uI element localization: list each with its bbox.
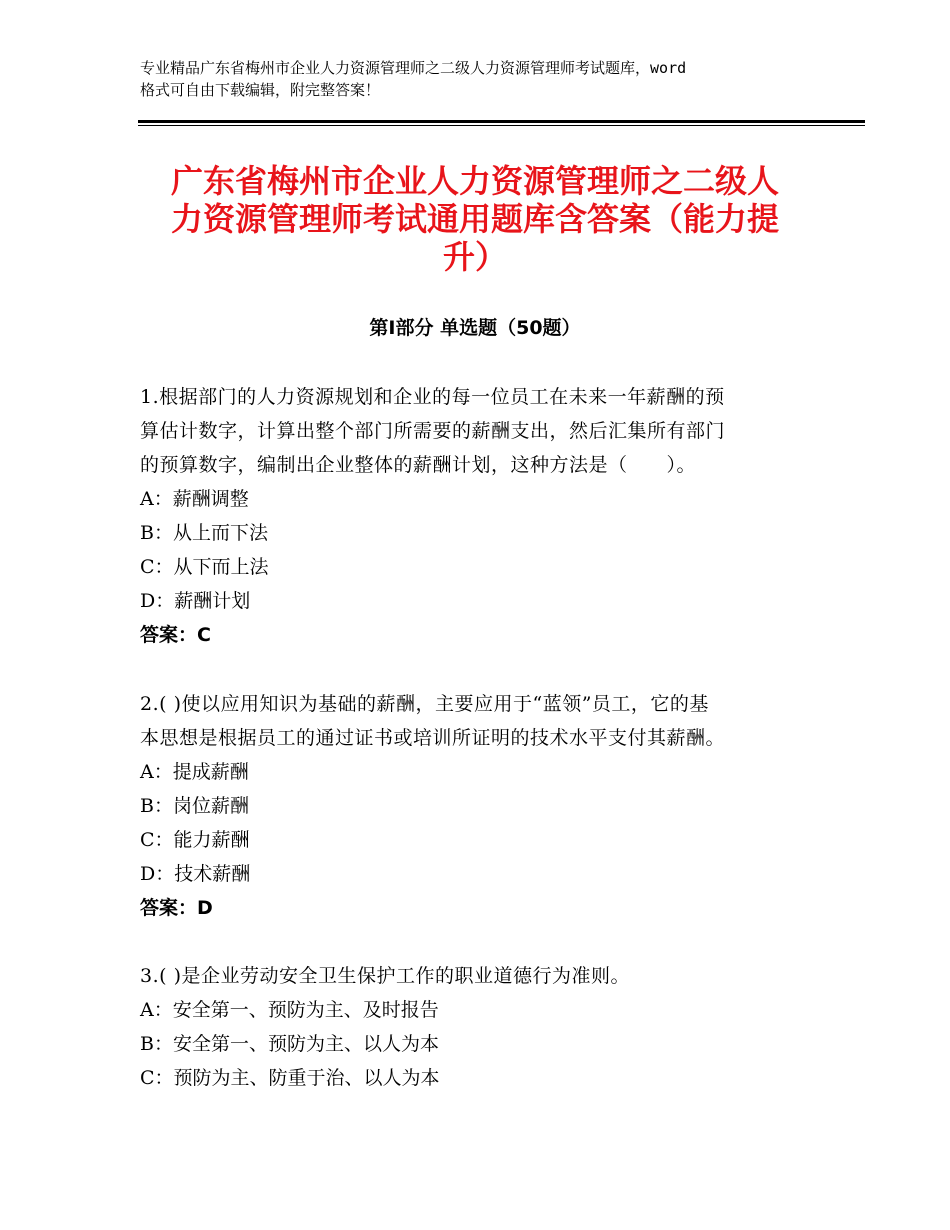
question-stem-line: 2.( )使以应用知识为基础的薪酬，主要应用于“蓝领”员工，它的基 [140,693,709,715]
question-1 [140,380,810,652]
question-stem-line: 算估计数字，计算出整个部门所需要的薪酬支出，然后汇集所有部门 [140,420,726,442]
header-rule-thin [138,125,865,126]
header-line-1: 专业精品广东省梅州市企业人力资源管理师之二级人力资源管理师考试题库，word [140,59,687,77]
question-stem-line: 本思想是根据员工的通过证书或培训所证明的技术水平支付其薪酬。 [140,727,726,749]
answer: 答案：D [140,897,213,919]
option-b: B：安全第一、预防为主、以人为本 [140,1033,439,1055]
option-b: B：从上而下法 [140,522,268,544]
title-line-2: 力资源管理师考试通用题库含答案（能力提 [170,200,779,238]
section-title: 第Ⅰ部分 单选题（50题） [369,317,581,339]
option-c: C：从下而上法 [140,556,269,578]
option-d: D：技术薪酬 [140,863,251,885]
document-header [140,57,820,101]
header-rule-thick [138,120,865,123]
option-c: C：能力薪酬 [140,829,250,851]
document-title [140,162,810,276]
question-stem-line: 的预算数字，编制出企业整体的薪酬计划，这种方法是（ ）。 [140,454,697,476]
question-stem-line: 1.根据部门的人力资源规划和企业的每一位员工在未来一年薪酬的预 [140,386,725,408]
option-a: A：安全第一、预防为主、及时报告 [140,999,439,1021]
option-d: D：薪酬计划 [140,590,251,612]
option-a: A：提成薪酬 [140,761,249,783]
header-line-2: 格式可自由下载编辑，附完整答案！ [140,81,381,99]
option-b: B：岗位薪酬 [140,795,249,817]
title-line-3: 升） [442,238,507,276]
option-a: A：薪酬调整 [140,488,249,510]
option-c: C：预防为主、防重于治、以人为本 [140,1067,440,1089]
title-line-1: 广东省梅州市企业人力资源管理师之二级人 [170,162,779,200]
question-2 [140,687,810,925]
answer: 答案：C [140,624,211,646]
question-3 [140,959,810,1095]
question-stem-line: 3.( )是企业劳动安全卫生保护工作的职业道德行为准则。 [140,965,630,987]
